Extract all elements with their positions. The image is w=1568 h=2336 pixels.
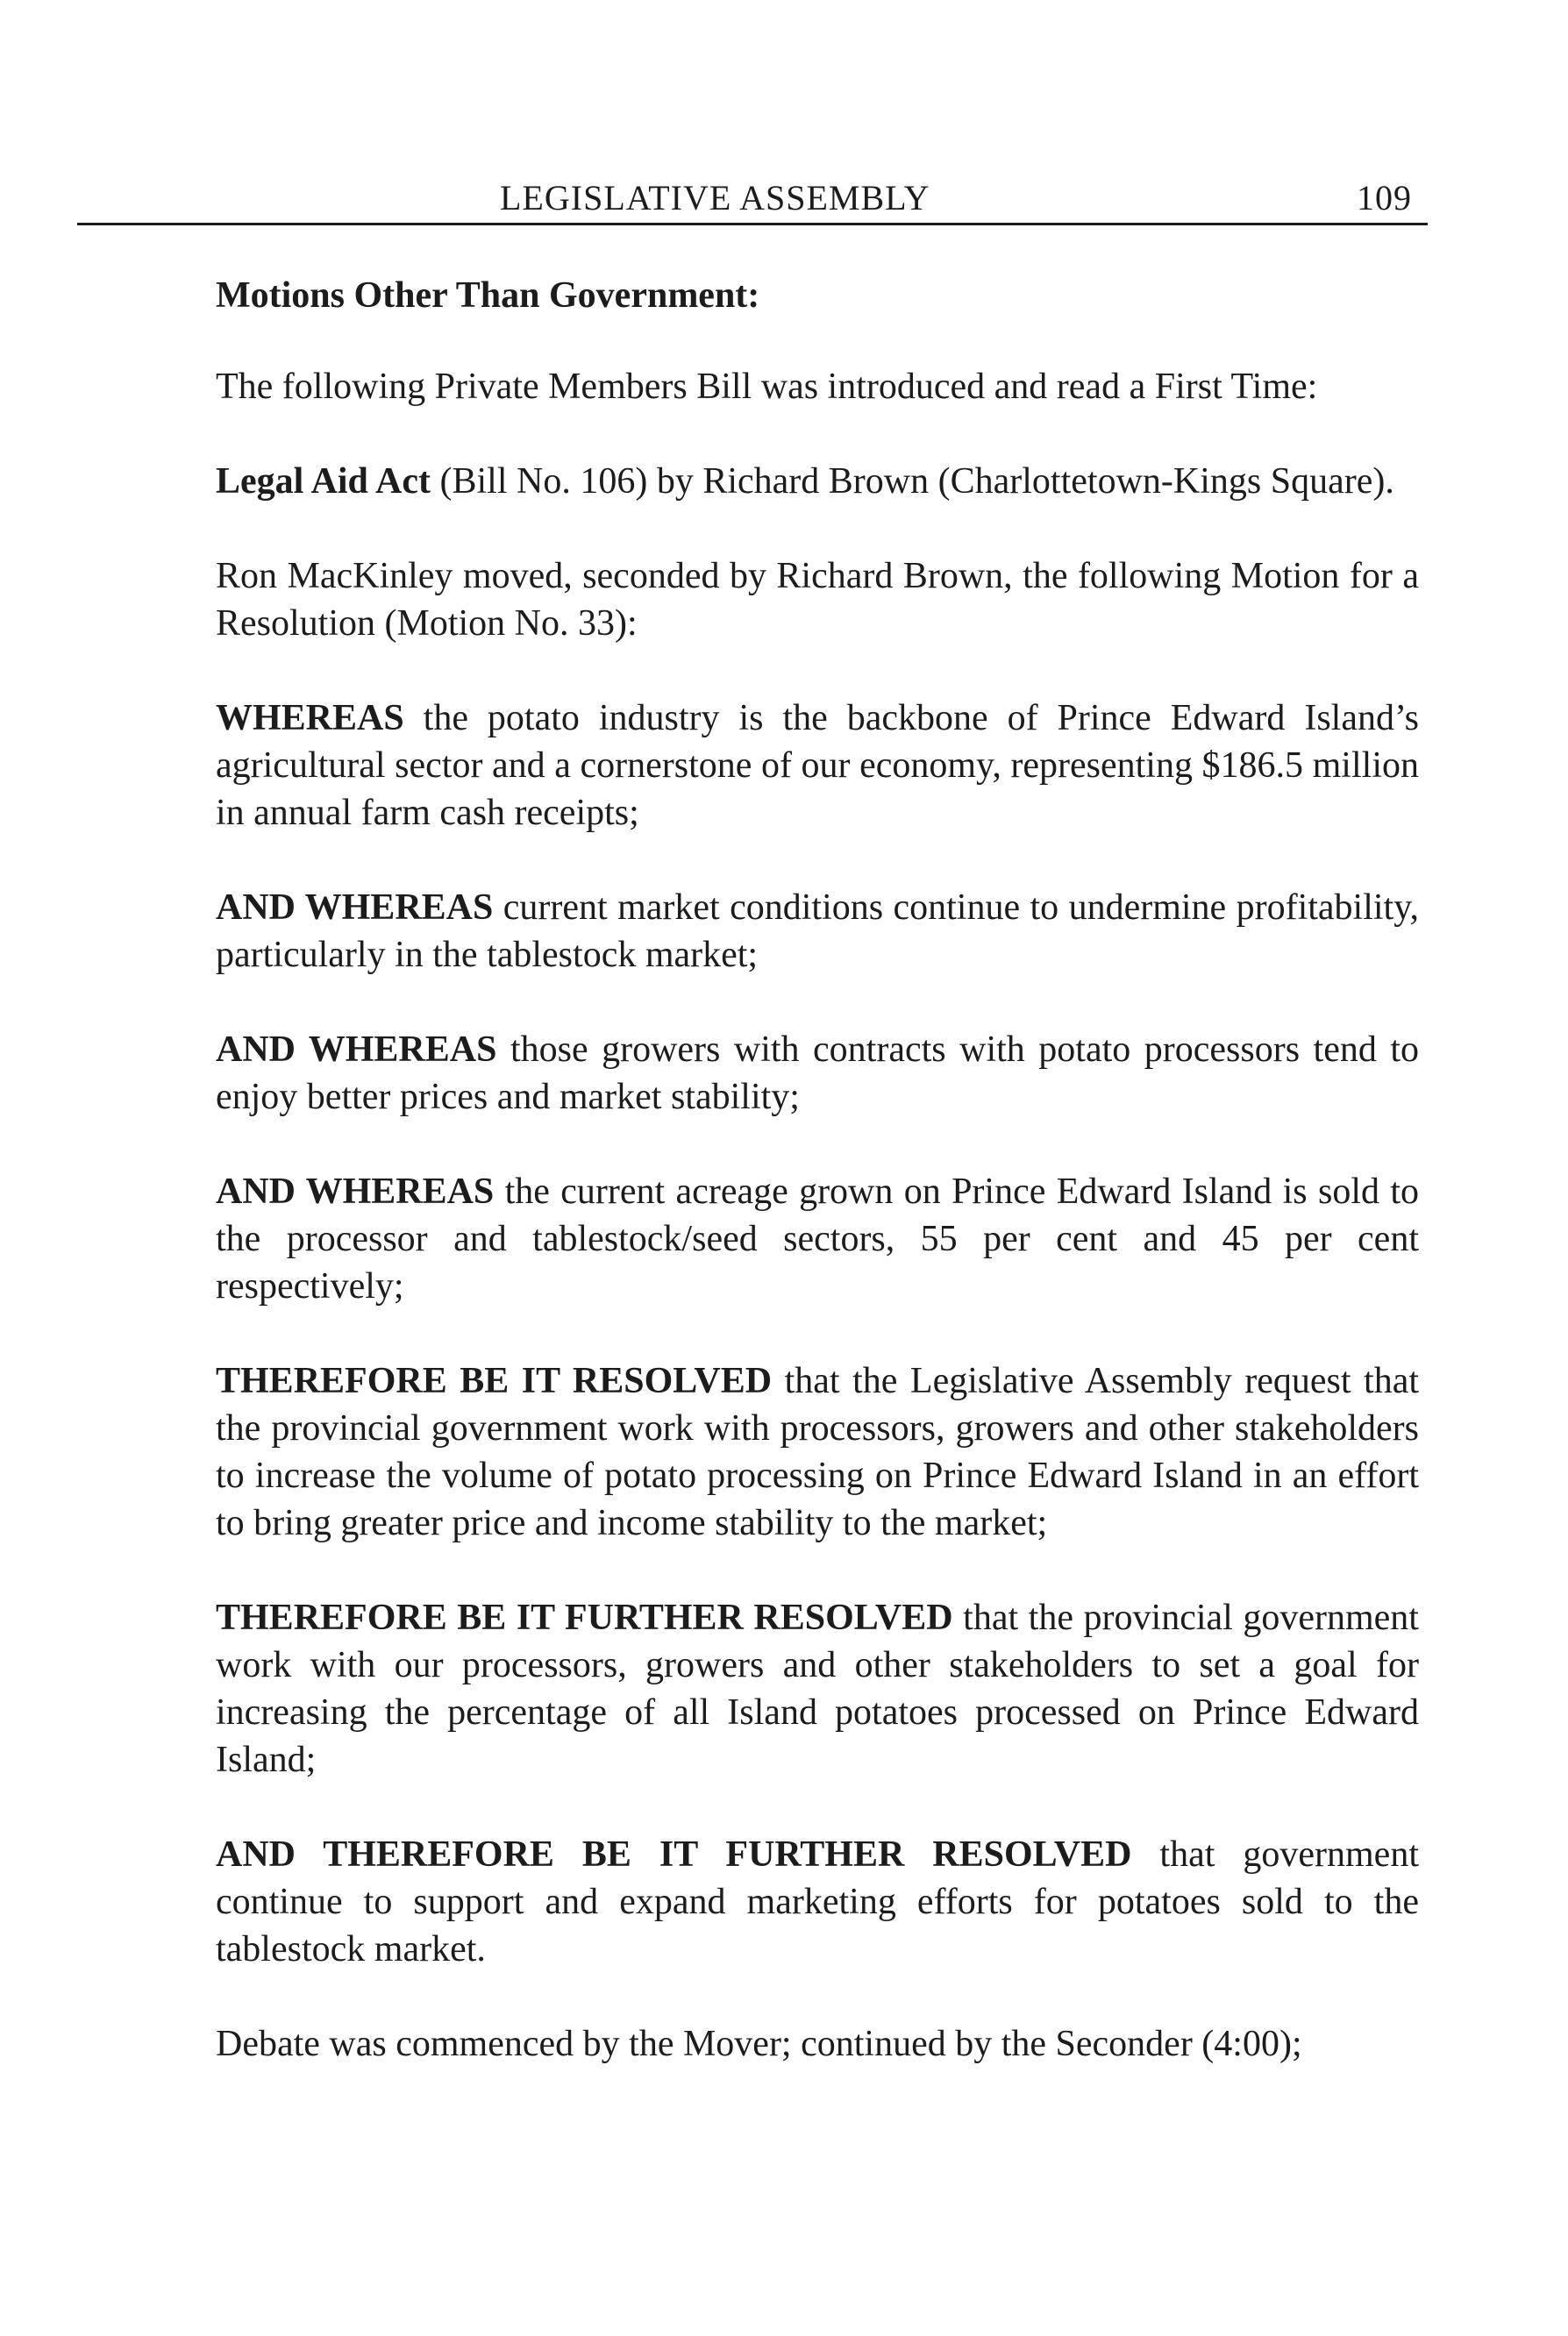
clause-paragraph	[216, 694, 1419, 837]
debate-paragraph: Debate was commenced by the Mover; continued by the Seconder (4:00);	[216, 2024, 1302, 2064]
clause-text: the potato industry is the backbone of Prince Edward Island’s agricultural sector and a cornerstone of our economy, representing $186.5 million in annual farm cash receipts;	[216, 698, 1419, 833]
clause-lead: THEREFORE BE IT FURTHER RESOLVED	[216, 1598, 953, 1638]
clause-text: that government continue to support and expand marketing efforts for potatoes sold to the tablestock market.	[216, 1834, 1419, 1969]
clause-lead: AND WHEREAS	[216, 1172, 495, 1212]
clause-lead: AND THEREFORE BE IT FURTHER RESOLVED	[216, 1834, 1132, 1875]
clause-lead: THEREFORE BE IT RESOLVED	[216, 1361, 773, 1401]
clause-paragraph	[216, 1026, 1419, 1121]
clause-text: that the Legislative Assembly request that the provincial government work with processors, growers and other stakeholders to increase the volume of potato processing on Prince Edward Island in an effort to bring greater price and income stability to the market;	[216, 1361, 1420, 1543]
clause-paragraph	[216, 1594, 1419, 1784]
clause-paragraph	[216, 1357, 1419, 1547]
clause-paragraph	[216, 884, 1419, 979]
clause-text: those growers with contracts with potato processors tend to enjoy better prices and market stability;	[216, 1029, 1419, 1117]
bill-details: (Bill No. 106) by Richard Brown (Charlottetown-Kings Square).	[431, 461, 1394, 502]
section-heading	[216, 272, 1419, 319]
clause-text: current market conditions continue to undermine profitability, particularly in the tablestock market;	[216, 887, 1419, 975]
bill-paragraph	[216, 458, 1419, 505]
motion-intro-paragraph: Ron MacKinley moved, seconded by Richard Brown, the following Motion for a Resolution (Motion No. 33):	[216, 556, 1419, 644]
clause-text: that the provincial government work with our processors, growers and other stakeholders to set a goal for increasing the percentage of all Island potatoes processed on Prince Edward Island;	[216, 1598, 1419, 1780]
clause-paragraph	[216, 1168, 1419, 1310]
clause-lead: AND WHEREAS	[216, 1029, 497, 1070]
intro-paragraph: The following Private Members Bill was introduced and read a First Time:	[216, 367, 1318, 407]
section-heading-text: Motions Other Than Government:	[216, 275, 760, 316]
page-number: 109	[1357, 178, 1412, 217]
document-body	[216, 272, 1419, 2115]
running-head-title: LEGISLATIVE ASSEMBLY	[500, 178, 930, 217]
clause-text: the current acreage grown on Prince Edward Island is sold to the processor and tablestock/seed sectors, 55 per cent and 45 per cent respectively;	[216, 1172, 1420, 1307]
clause-paragraph	[216, 1831, 1419, 1973]
bill-name: Legal Aid Act	[216, 461, 431, 502]
running-head	[77, 172, 1428, 225]
clause-lead: WHEREAS	[216, 698, 404, 738]
clause-lead: AND WHEREAS	[216, 887, 494, 928]
